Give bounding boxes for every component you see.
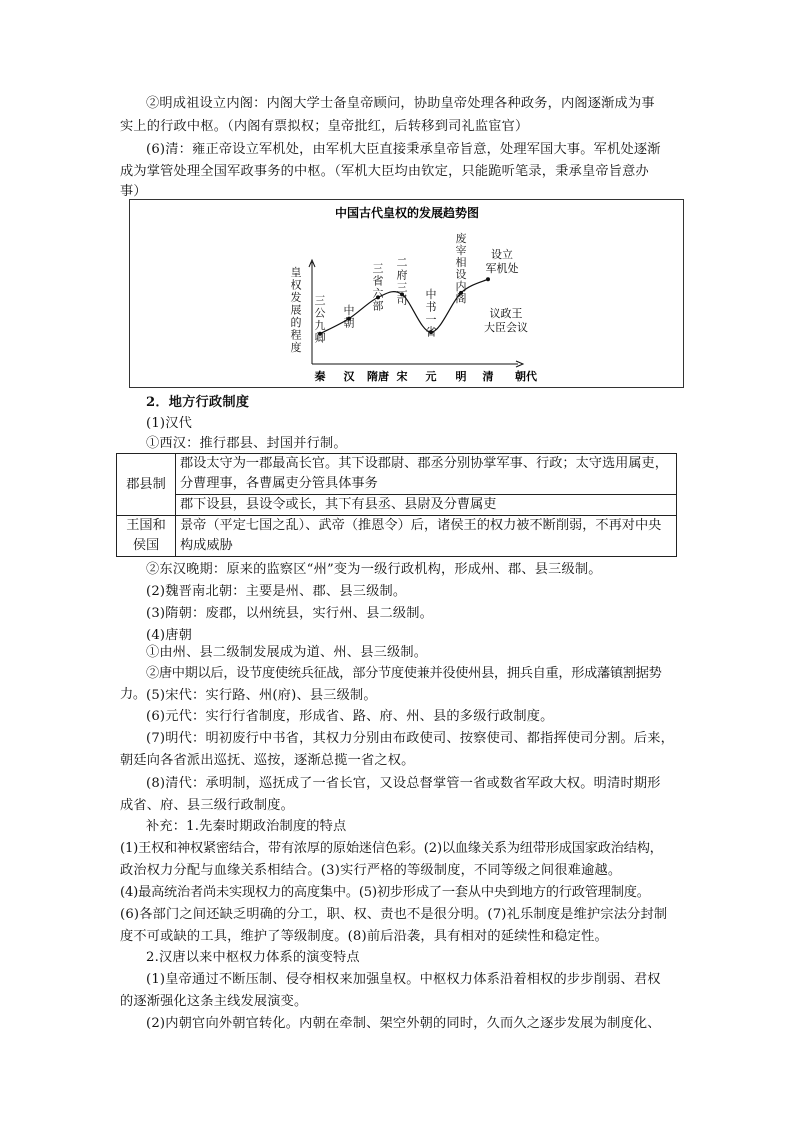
x-tick-label: 隋唐 bbox=[367, 370, 389, 383]
annotation: 三省六部 bbox=[372, 262, 384, 313]
table-row bbox=[117, 495, 677, 516]
line-song: (5)宋代：实行路、州(府)、县三级制。 bbox=[146, 688, 377, 703]
y-axis-label: 皇权发展的程度 bbox=[290, 266, 302, 354]
table-cell-junxian-1: 郡设太守为一郡最高长官。其下设郡尉、郡丞分别协掌军事、行政；太守选用属吏，分曹理事，各曹属吏分管具体事务 bbox=[176, 454, 677, 495]
table-row bbox=[117, 454, 677, 495]
paragraph-qing-jjc-line1: (6)清：雍正帝设立军机处，由军机大臣直接秉承皇帝旨意，处理军国大事。军机处逐渐 bbox=[146, 142, 661, 157]
line-ming-2: 朝廷向各省派出巡抚、巡按，逐渐总揽一省之权。 bbox=[120, 753, 415, 768]
supp-line-5: 度不可或缺的工具，维护了等级制度。(8)前后沿袭，具有相对的延续性和稳定性。 bbox=[120, 929, 608, 944]
line-tang-1: ①由州、县二级制发展成为道、州、县三级制。 bbox=[146, 645, 428, 660]
x-tick-label: 元 bbox=[425, 370, 437, 383]
line-tang-2: ②唐中期以后，设节度使统兵征战，部分节度使兼并役使州县，拥兵自重，形成藩镇割据势力。 bbox=[120, 666, 662, 702]
x-tick-label: 秦 bbox=[314, 370, 326, 383]
supp-title: 补充：1.先秦时期政治制度的特点 bbox=[146, 819, 347, 834]
table-label-wangguo: 王国和侯国 bbox=[117, 516, 176, 557]
annotation: 设立 bbox=[491, 248, 513, 261]
annotation: 大臣会议 bbox=[484, 321, 528, 334]
annotation: 议政王 bbox=[489, 307, 523, 320]
x-tick-label: 汉 bbox=[343, 370, 355, 383]
line-sui: (3)隋朝：废郡，以州统县，实行州、县二级制。 bbox=[146, 606, 434, 621]
line-tang: (4)唐朝 bbox=[146, 628, 193, 643]
admin-table bbox=[116, 453, 677, 557]
x-tick-label: 清 bbox=[482, 370, 494, 383]
supp-line-2: 政治权力分配与血缘关系相结合。(3)实行严格的等级制度，不同等级之间很难逾越。 bbox=[120, 863, 622, 878]
annotation: 二府三司 bbox=[396, 256, 408, 307]
supp-line-4: (6)各部门之间还缺乏明确的分工，职、权、责也不是很分明。(7)礼乐制度是维护宗法分封制 bbox=[120, 907, 668, 922]
x-tick-label: 宋 bbox=[396, 370, 408, 383]
hantang-line-2: 的逐渐强化这条主线发展演变。 bbox=[120, 994, 308, 1009]
line-donghan: ②东汉晚期：原来的监察区“州”变为一级行政机构，形成州、郡、县三级制。 bbox=[146, 562, 602, 577]
table-cell-junxian-2: 郡下设县，县设令或长，其下有县丞、县尉及分曹属吏 bbox=[176, 495, 677, 516]
chart-svg bbox=[130, 200, 685, 389]
paragraph-ming-neige-line1: ②明成祖设立内阁：内阁大学士备皇帝顾问，协助皇帝处理各种政务，内阁逐渐成为事 bbox=[146, 96, 655, 111]
supp-line-1: (1)王权和神权紧密结合，带有浓厚的原始迷信色彩。(2)以血缘关系为纽带形成国家政治结构， bbox=[120, 841, 663, 856]
table-cell-wangguo: 景帝（平定七国之乱）、武帝（推恩令）后，诸侯王的权力被不断削弱，不再对中央构成威胁 bbox=[176, 516, 677, 557]
supp-line-3: (4)最高统治者尚未实现权力的高度集中。(5)初步形成了一套从中央到地方的行政管理制度。 bbox=[120, 885, 650, 900]
xihan-line: ①西汉：推行郡县、封国并行制。 bbox=[146, 436, 347, 451]
x-axis-label: 朝代 bbox=[515, 370, 537, 383]
annotation: 三公九卿 bbox=[314, 294, 326, 345]
annotation: 废宰相设内阁 bbox=[455, 232, 467, 305]
line-qing-2: 成省、府、县三级行政制度。 bbox=[120, 798, 295, 813]
hantang-line-1: (1)皇帝通过不断压制、侵夺相权来加强皇权。中枢权力体系沿着相权的步步削弱、君权 bbox=[146, 972, 661, 987]
paragraph-qing-jjc-line2: 成为掌管处理全国军政事务的中枢。（军机大臣均由钦定，只能跪听笔录，秉承皇帝旨意办 bbox=[120, 164, 649, 179]
section-heading: 2．地方行政制度 bbox=[146, 395, 250, 410]
line-ming-1: (7)明代：明初废行中书省，其权力分别由布政使司、按察使司、都指挥使司分割。后来， bbox=[146, 731, 675, 746]
annotation: 中朝 bbox=[343, 304, 355, 330]
han-heading: (1)汉代 bbox=[146, 416, 193, 431]
hantang-title: 2.汉唐以来中枢权力体系的演变特点 bbox=[146, 950, 360, 965]
hantang-line-3: (2)内朝官向外朝官转化。内朝在牵制、架空外朝的同时，久而久之逐步发展为制度化、 bbox=[146, 1016, 661, 1031]
chart-box bbox=[129, 199, 684, 388]
line-weijin: (2)魏晋南北朝：主要是州、郡、县三级制。 bbox=[146, 584, 407, 599]
line-qing-1: (8)清代：承明制，巡抚成了一省长官，又设总督掌管一省或数省军政大权。明清时期形 bbox=[146, 776, 661, 791]
paragraph-ming-neige-line2: 实上的行政中枢。（内阁有票拟权；皇帝批红，后转移到司礼监宦官） bbox=[120, 119, 529, 134]
chart-title: 中国古代皇权的发展趋势图 bbox=[334, 206, 480, 220]
line-yuan: (6)元代：实行行省制度，形成省、路、府、州、县的多级行政制度。 bbox=[146, 709, 554, 724]
annotation: 军机处 bbox=[485, 262, 519, 275]
annotation: 中书一省 bbox=[425, 288, 437, 339]
data-point bbox=[486, 277, 490, 281]
paragraph-qing-jjc-line3: 事） bbox=[120, 184, 147, 199]
table-label-junxian: 郡县制 bbox=[117, 454, 176, 516]
table-row bbox=[117, 516, 677, 557]
x-tick-label: 明 bbox=[455, 370, 467, 383]
